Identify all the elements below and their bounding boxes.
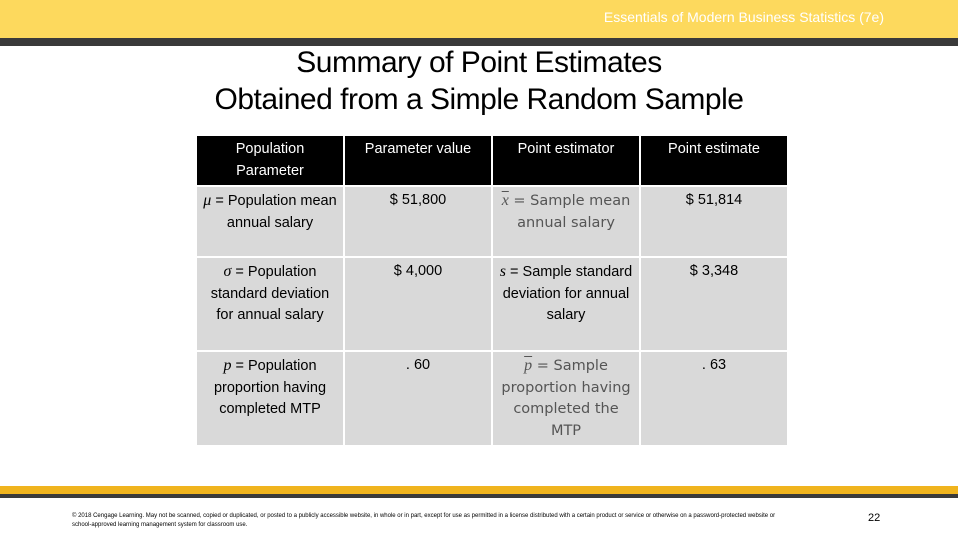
cell-point-estimate: $ 3,348	[641, 258, 787, 350]
cell-estimator	[493, 258, 639, 350]
header-point-estimate: Point estimate	[641, 136, 787, 185]
mu-symbol: μ	[203, 192, 212, 209]
cell-parameter-value: $ 4,000	[345, 258, 491, 350]
estimator-description: = Sample mean annual salary	[508, 193, 631, 231]
pbar-symbol: $\overline{p}$	[524, 357, 533, 374]
cell-parameter-value: . 60	[345, 352, 491, 445]
table-header-row	[197, 136, 787, 185]
slide-title-line-2: Obtained from a Simple Random Sample	[214, 83, 744, 116]
footer-dark-rule	[0, 494, 958, 498]
parameter-description: = Population proportion having completed MTP	[213, 358, 327, 417]
p-symbol: p	[223, 357, 232, 374]
table-row	[197, 258, 787, 350]
parameter-description: = Population standard deviation for annual salary	[210, 264, 330, 323]
parameter-description: = Population mean annual salary	[211, 193, 337, 231]
header-point-estimator: Point estimator	[493, 136, 639, 185]
sigma-symbol: σ	[223, 263, 232, 280]
cell-parameter	[197, 258, 343, 350]
table-row	[197, 352, 787, 445]
cell-parameter	[197, 352, 343, 445]
copyright-notice: © 2018 Cengage Learning. May not be scanned, copied or duplicated, or posted to a publicly accessible website, in whole or in part, except for use as permitted in a license distributed with a certain product or service or otherwise on a password-protected website or school-approved learning management system for classroom use.	[72, 513, 776, 528]
cell-point-estimate: $ 51,814	[641, 187, 787, 256]
slide-title-line-1: Summary of Point Estimates	[296, 46, 662, 79]
header-parameter-value: Parameter value	[345, 136, 491, 185]
cell-point-estimate: . 63	[641, 352, 787, 445]
slide-title	[0, 44, 958, 118]
cell-estimator	[493, 352, 639, 445]
estimator-description: = Sample standard deviation for annual salary	[502, 264, 633, 323]
cell-estimator	[493, 187, 639, 256]
estimator-description: = Sample proportion having completed the MTP	[501, 358, 631, 439]
cell-parameter-value: $ 51,800	[345, 187, 491, 256]
s-symbol: s	[499, 263, 507, 280]
table-row	[197, 187, 787, 256]
course-title: Essentials of Modern Business Statistics (7e)	[603, 9, 884, 25]
xbar-symbol: $\overline{x}$	[501, 192, 509, 209]
header-population-parameter: Population Parameter	[197, 136, 343, 185]
cell-parameter	[197, 187, 343, 256]
point-estimates-table	[195, 134, 789, 447]
page-number: 22	[868, 512, 881, 524]
footer-accent-rule	[0, 486, 958, 494]
